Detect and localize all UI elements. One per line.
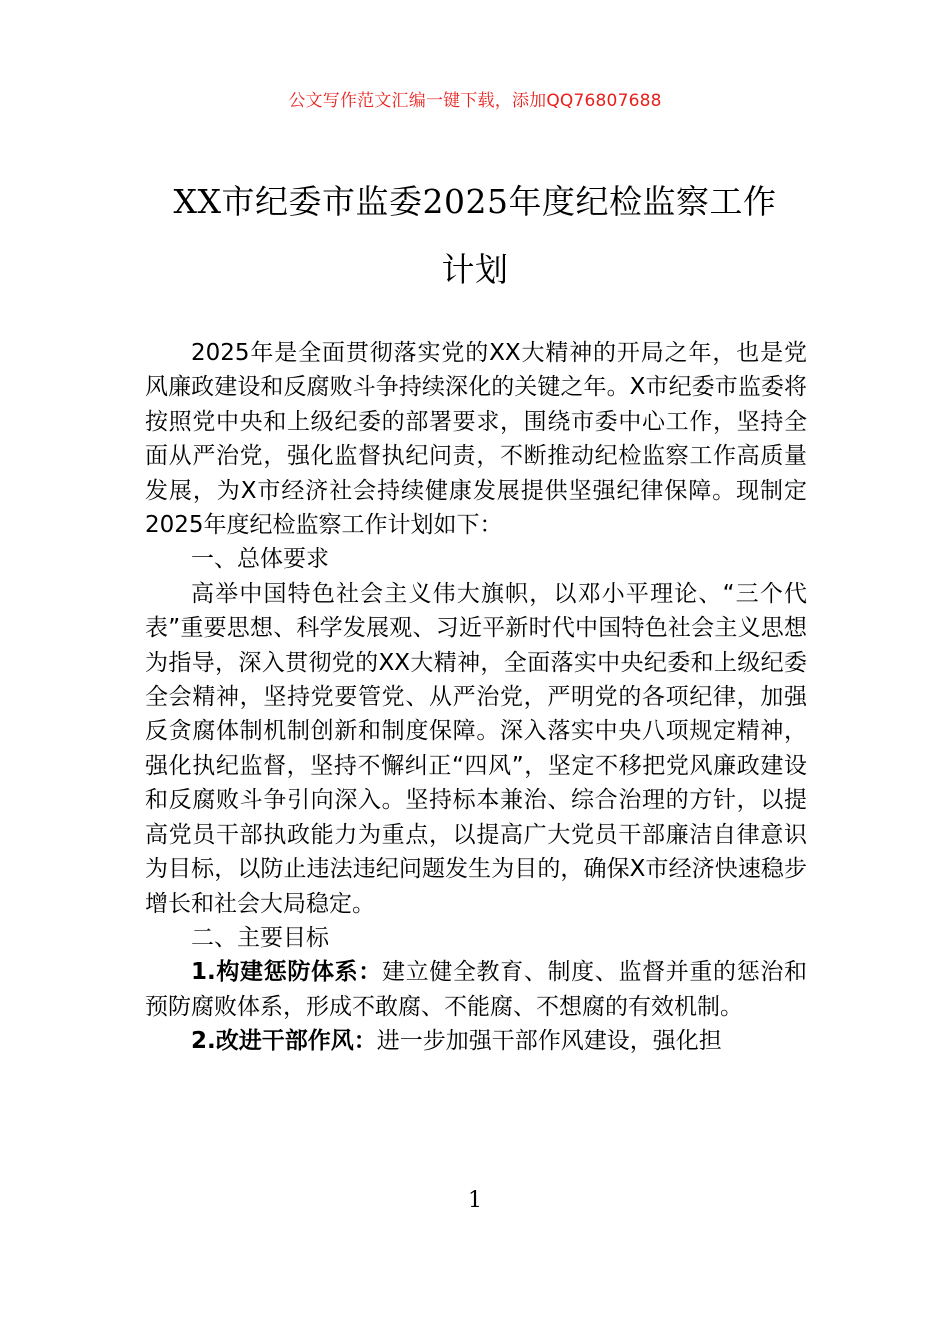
general-requirements-paragraph: 高举中国特色社会主义伟大旗帜，以邓小平理论、“三个代表”重要思想、科学发展观、习近平新时代中国特色社会主义思想为指导，深入贯彻党的XX大精神，全面落实中央纪委和上级纪委全会精神，坚持党要管党、从严治党，严明党的各项纪律，加强反贪腐体制机制创新和制度保障。深入落实中央八项规定精神，强化执纪监督，坚持不懈纠正“四风”，坚定不移把党风廉政建设和反腐败斗争引向深入。坚持标本兼治、综合治理的方针，以提高党员干部执政能力为重点，以提高广大党员干部廉洁自律意识为目标，以防止违法违纪问题发生为目的，确保X市经济快速稳步增长和社会大局稳定。 <box>145 580 807 917</box>
header-note: 公文写作范文汇编一键下载，添加QQ76807688 <box>288 91 662 111</box>
section-heading-general: 一、总体要求 <box>191 546 329 573</box>
goal-1-lead: 1.构建惩防体系： <box>191 959 382 986</box>
page-number: 1 <box>468 1188 482 1213</box>
section-heading-goals: 二、主要目标 <box>191 924 329 951</box>
goal-1-text: 建立健全教育、制度、监督并重的惩治和预防腐败体系，形成不敢腐、不能腐、不想腐的有效机制。 <box>145 959 808 1020</box>
title-line-2: 计划 <box>441 250 509 289</box>
intro-paragraph: 2025年是全面贯彻落实党的XX大精神的开局之年，也是党风廉政建设和反腐败斗争持续深化的关键之年。X市纪委市监委将按照党中央和上级纪委的部署要求，围绕市委中心工作，坚持全面从严治党，强化监督执纪问责，不断推动纪检监察工作高质量发展，为X市经济社会持续健康发展提供坚强纪律保障。现制定2025年度纪检监察工作计划如下： <box>145 340 807 539</box>
goal-item-2 <box>145 1024 807 1058</box>
document-title <box>100 168 850 304</box>
title-line-1: XX市纪委市监委2025年度纪检监察工作 <box>173 182 777 221</box>
document-body <box>145 336 807 1059</box>
goal-item-1 <box>145 955 807 1024</box>
goal-2-lead: 2.改进干部作风： <box>191 1028 377 1055</box>
goal-2-text: 进一步加强干部作风建设，强化担 <box>376 1028 722 1055</box>
